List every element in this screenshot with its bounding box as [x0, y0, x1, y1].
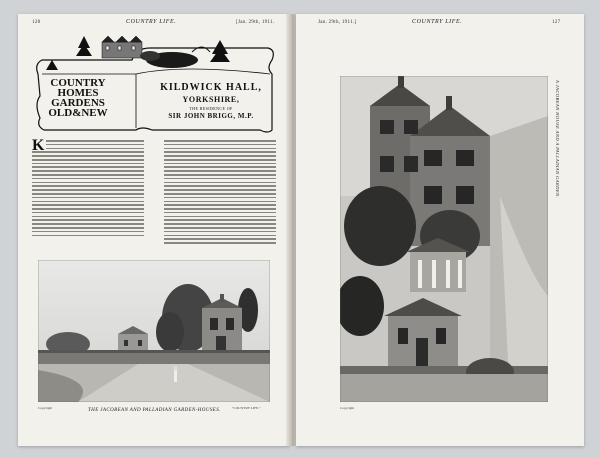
- right-vertical-caption: [552, 80, 562, 320]
- right-running-title: COUNTRY LIFE.: [412, 19, 463, 25]
- owner-name: SIR JOHN BRIGG, M.P.: [168, 112, 254, 120]
- estate-county: YORKSHIRE,: [182, 95, 240, 104]
- left-page: [18, 14, 290, 446]
- left-date: [Jan. 29th, 1911.: [236, 20, 275, 25]
- left-running-title: COUNTRY LIFE.: [126, 19, 177, 25]
- left-folio: 128: [32, 20, 41, 25]
- garden-houses-photo: [38, 260, 270, 402]
- right-date: Jan. 29th, 1911.]: [318, 20, 357, 25]
- left-photo-credit-right: "COUNTRY LIFE.": [232, 406, 261, 410]
- series-line: GARDENS: [51, 97, 105, 109]
- text-column-1: [32, 137, 144, 252]
- drop-cap: K: [32, 137, 45, 154]
- left-photo-credit: Copyright: [38, 406, 53, 410]
- text-column-2: [164, 140, 276, 252]
- residence-line: THE RESIDENCE OF: [189, 106, 233, 111]
- estate-name: KILDWICK HALL,: [160, 82, 262, 93]
- series-title: [48, 78, 108, 118]
- estate-heading: [144, 82, 278, 120]
- masthead-banner: [32, 34, 278, 134]
- jacobean-house-photo: [340, 76, 548, 402]
- series-line: COUNTRY: [50, 77, 106, 89]
- left-photo-caption: THE JACOBEAN AND PALLADIAN GARDEN-HOUSES.: [88, 408, 221, 413]
- series-line: HOMES: [57, 87, 99, 99]
- series-line: OLD&NEW: [48, 107, 108, 119]
- vertical-caption-text: A JACOBEAN HOUSE AND A PALLADIAN GARDEN.: [555, 80, 560, 199]
- right-page: [296, 14, 584, 446]
- right-photo-credit: Copyright: [340, 406, 355, 410]
- magazine-spread: [18, 14, 584, 446]
- right-folio: 127: [552, 20, 561, 25]
